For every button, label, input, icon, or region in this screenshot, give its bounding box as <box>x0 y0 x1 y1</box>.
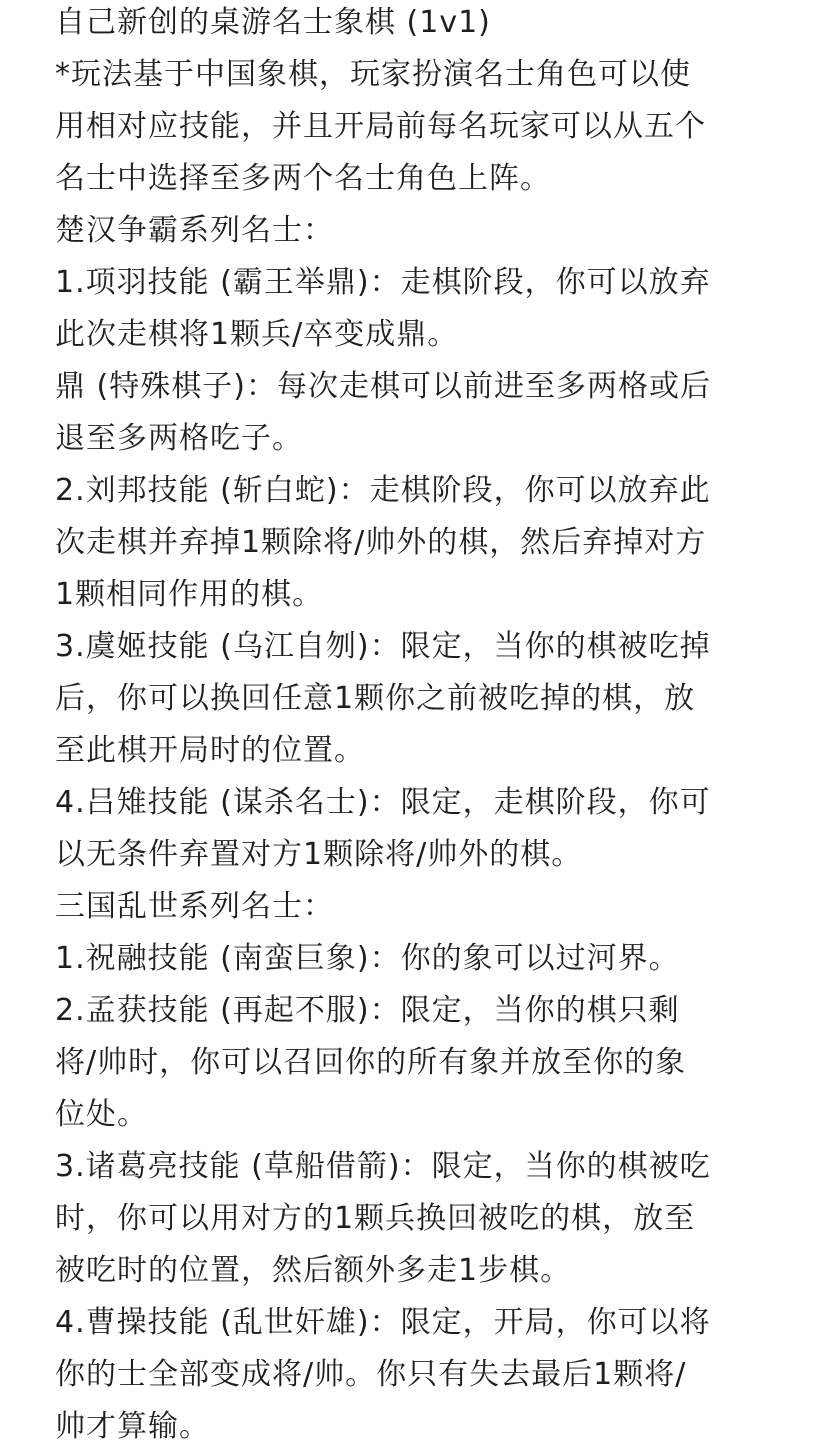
yuji-line-1: 3.虞姬技能 (乌江自刎)：限定，当你的棋被吃掉 <box>55 629 711 664</box>
liubang-line-3: 1颗相同作用的棋。 <box>55 577 324 612</box>
section-heading-chuhan: 楚汉争霸系列名士： <box>55 213 334 248</box>
yuji-line-2: 后，你可以换回任意1颗你之前被吃掉的棋，放 <box>55 681 696 716</box>
menghuo-line-1: 2.孟获技能 (再起不服)：限定，当你的棋只剩 <box>55 993 680 1028</box>
caocao-line-1: 4.曹操技能 (乱世奸雄)：限定，开局，你可以将 <box>55 1305 711 1340</box>
liubang-line-1: 2.刘邦技能 (斩白蛇)：走棋阶段，你可以放弃此 <box>55 473 711 508</box>
menghuo-line-3: 位处。 <box>55 1097 148 1132</box>
zhurong-line-1: 1.祝融技能 (南蛮巨象)：你的象可以过河界。 <box>55 941 680 976</box>
ding-line-1: 鼎 (特殊棋子)：每次走棋可以前进至多两格或后 <box>55 369 711 404</box>
zhugeliang-line-1: 3.诸葛亮技能 (草船借箭)：限定，当你的棋被吃 <box>55 1149 711 1184</box>
lvzhi-line-1: 4.吕雉技能 (谋杀名士)：限定，走棋阶段，你可 <box>55 785 711 820</box>
intro-line-2: 用相对应技能，并且开局前每名玩家可以从五个 <box>55 109 706 144</box>
xiangyu-line-1: 1.项羽技能 (霸王举鼎)：走棋阶段，你可以放弃 <box>55 265 711 300</box>
caocao-line-3: 帅才算输。 <box>55 1409 210 1444</box>
yuji-line-3: 至此棋开局时的位置。 <box>55 733 365 768</box>
xiangyu-line-2: 此次走棋将1颗兵/卒变成鼎。 <box>55 317 459 352</box>
lvzhi-line-2: 以无条件弃置对方1颗除将/帅外的棋。 <box>55 837 583 872</box>
zhugeliang-line-2: 时，你可以用对方的1颗兵换回被吃的棋，放至 <box>55 1201 696 1236</box>
caocao-line-2: 你的士全部变成将/帅。你只有失去最后1颗将/ <box>55 1357 687 1392</box>
intro-line-1: *玩法基于中国象棋，玩家扮演名士角色可以使 <box>55 57 691 92</box>
zhugeliang-line-3: 被吃时的位置，然后额外多走1步棋。 <box>55 1253 572 1288</box>
section-heading-sanguo: 三国乱世系列名士： <box>55 889 334 924</box>
ding-line-2: 退至多两格吃子。 <box>55 421 303 456</box>
document-title: 自己新创的桌游名士象棋 (1v1) <box>55 5 491 40</box>
menghuo-line-2: 将/帅时，你可以召回你的所有象并放至你的象 <box>55 1045 687 1080</box>
liubang-line-2: 次走棋并弃掉1颗除将/帅外的棋，然后弃掉对方 <box>55 525 707 560</box>
intro-line-3: 名士中选择至多两个名士角色上阵。 <box>55 161 551 196</box>
